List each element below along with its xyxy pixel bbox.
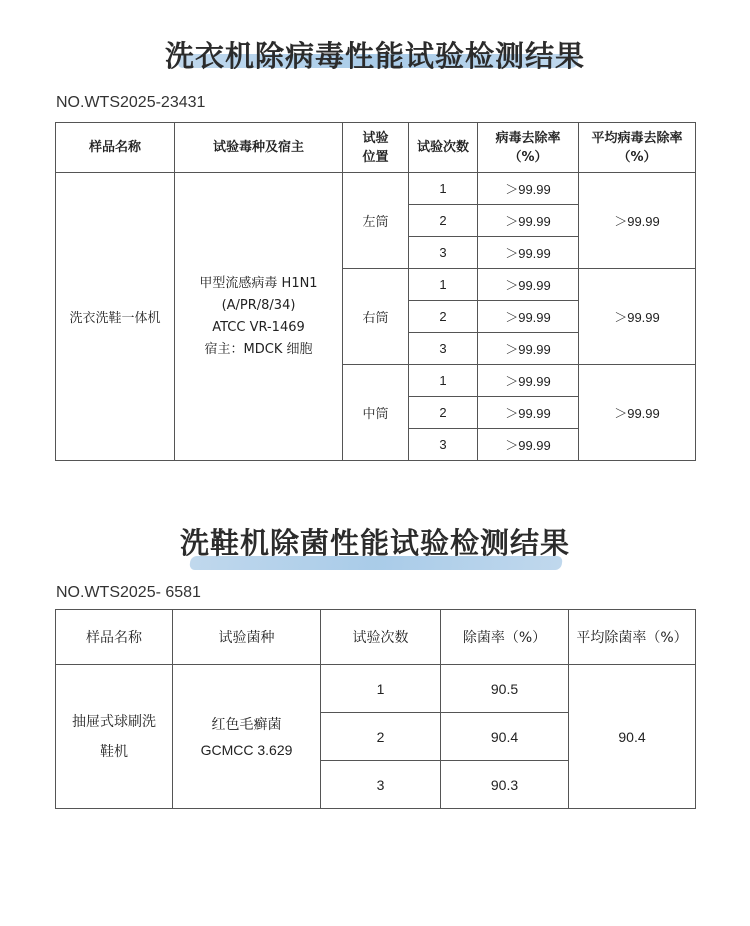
- removal-rate: ＞99.99: [478, 397, 579, 429]
- sample-line: 抽屉式球刷洗: [72, 713, 156, 730]
- removal-rate: ＞99.99: [478, 237, 579, 269]
- header-strain: 试验菌种: [173, 610, 321, 665]
- test-position: 右筒: [343, 269, 409, 365]
- strain-line: 宿主：MDCK 细胞: [204, 341, 313, 357]
- sample-name: 洗衣洗鞋一体机: [56, 173, 175, 461]
- strain-cell: [175, 173, 343, 461]
- removal-rate: ＞99.99: [478, 333, 579, 365]
- removal-rate: ＞99.99: [478, 205, 579, 237]
- trial-number: 1: [409, 365, 478, 397]
- removal-rate: 90.4: [441, 713, 569, 761]
- virus-removal-table: [55, 122, 696, 461]
- removal-rate: ＞99.99: [478, 301, 579, 333]
- header-sample: 样品名称: [56, 123, 175, 173]
- trial-number: 2: [409, 205, 478, 237]
- strain-line: 甲型流感病毒 H1N1: [199, 275, 318, 291]
- trial-number: 2: [409, 301, 478, 333]
- trial-number: 1: [409, 173, 478, 205]
- removal-rate: 90.5: [441, 665, 569, 713]
- average-rate: ＞99.99: [579, 173, 696, 269]
- trial-number: 3: [409, 333, 478, 365]
- sample-name: [56, 665, 173, 809]
- trial-number: 3: [409, 429, 478, 461]
- header-position: 试验 位置: [343, 123, 409, 173]
- removal-rate: ＞99.99: [478, 173, 579, 205]
- trial-number: 1: [321, 665, 441, 713]
- header-avg-rate: 平均病毒去除率 （%）: [579, 123, 696, 173]
- average-rate: ＞99.99: [579, 365, 696, 461]
- removal-rate: ＞99.99: [478, 365, 579, 397]
- average-rate: 90.4: [569, 665, 696, 809]
- trial-number: 3: [409, 237, 478, 269]
- removal-rate: ＞99.99: [478, 269, 579, 301]
- strain-cell: [173, 665, 321, 809]
- table-row: [56, 173, 696, 205]
- header-sample: 样品名称: [56, 610, 173, 665]
- section2-title: 洗鞋机除菌性能试验检测结果: [179, 526, 570, 560]
- trial-number: 2: [321, 713, 441, 761]
- test-position: 左筒: [343, 173, 409, 269]
- bacteria-removal-table: [55, 609, 696, 809]
- section1-report-no: NO.WTS2025-23431: [56, 94, 206, 111]
- strain-line: 红色毛癣菌: [211, 715, 282, 732]
- strain-line: (A/PR/8/34): [221, 297, 296, 313]
- trial-number: 1: [409, 269, 478, 301]
- trial-number: 3: [321, 761, 441, 809]
- header-strain: 试验毒种及宿主: [175, 123, 343, 173]
- header-rate: 除菌率（%）: [441, 610, 569, 665]
- average-rate: ＞99.99: [579, 269, 696, 365]
- header-trials: 试验次数: [409, 123, 478, 173]
- trial-number: 2: [409, 397, 478, 429]
- section1-title: 洗衣机除病毒性能试验检测结果: [164, 39, 585, 73]
- removal-rate: ＞99.99: [478, 429, 579, 461]
- strain-line: GCMCC 3.629: [200, 741, 293, 758]
- sample-line: 鞋机: [100, 743, 128, 760]
- removal-rate: 90.3: [441, 761, 569, 809]
- section2-report-no: NO.WTS2025- 6581: [56, 584, 201, 601]
- table-row: [56, 665, 696, 713]
- header-avg-rate: 平均除菌率（%）: [569, 610, 696, 665]
- header-trials: 试验次数: [321, 610, 441, 665]
- header-rate: 病毒去除率 （%）: [478, 123, 579, 173]
- strain-line: ATCC VR-1469: [212, 319, 305, 335]
- test-position: 中筒: [343, 365, 409, 461]
